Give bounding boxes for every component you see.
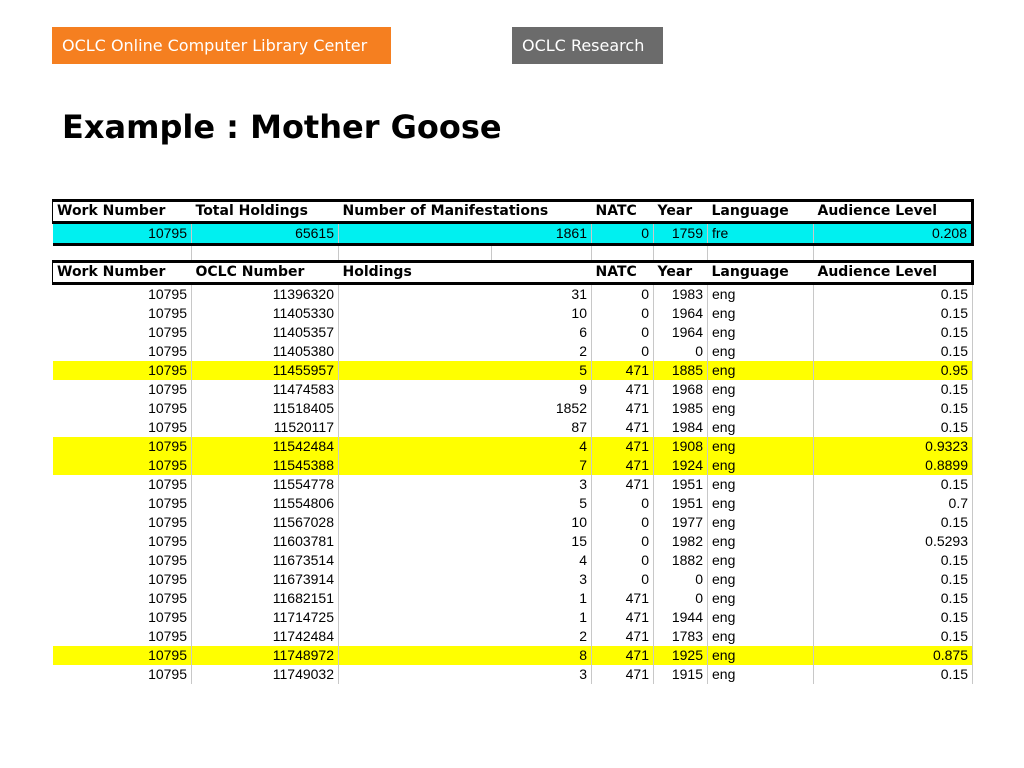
cell-natc: 0 [592,342,654,361]
slide-title: Example : Mother Goose [62,108,502,146]
cell-audience-level: 0.15 [814,284,973,305]
table-row [53,646,973,665]
table-row [53,475,973,494]
cell-language: eng [708,646,814,665]
cell-oclc-number: 11673514 [192,551,339,570]
oclc-research-logo: OCLC Research [512,27,663,64]
cell-year: 1968 [654,380,708,399]
cell-language: eng [708,323,814,342]
table-row [53,570,973,589]
cell-year: 1915 [654,665,708,684]
cell-year: 1964 [654,304,708,323]
table-row [53,627,973,646]
cell-holdings: 4 [339,437,592,456]
summary-total-holdings: 65615 [192,223,339,245]
header-audience-level: Audience Level [814,201,973,223]
cell-natc: 0 [592,323,654,342]
cell-natc: 471 [592,627,654,646]
table-row [53,589,973,608]
cell-work-number: 10795 [148,324,187,340]
cell-audience-level: 0.15 [814,380,973,399]
header-total-holdings: Total Holdings [192,201,339,223]
cell-holdings: 1 [339,589,592,608]
cell-work-number: 10795 [148,495,187,511]
cell-natc: 0 [592,494,654,513]
cell-oclc-number: 11474583 [192,380,339,399]
cell-work-number: 10795 [53,361,192,380]
cell-holdings: 2 [339,342,592,361]
cell-language: eng [708,494,814,513]
cell-holdings: 10 [339,513,592,532]
cell-work-number: 10795 [148,419,187,435]
cell-oclc-number: 11405380 [192,342,339,361]
table-row [53,456,973,475]
cell-language: eng [708,418,814,437]
cell-holdings: 7 [339,456,592,475]
cell-audience-level: 0.15 [814,342,973,361]
cell-audience-level: 0.5293 [814,532,973,551]
header-year: Year [654,262,708,284]
cell-language: eng [708,342,814,361]
cell-natc: 471 [592,646,654,665]
header-natc: NATC [592,262,654,284]
cell-natc: 0 [592,513,654,532]
cell-work-number: 10795 [148,628,187,644]
cell-language: eng [708,399,814,418]
cell-work-number: 10795 [53,456,192,475]
cell-work-number: 10795 [148,590,187,606]
cell-year: 0 [654,570,708,589]
table-row [53,418,973,437]
cell-oclc-number: 11520117 [192,418,339,437]
cell-holdings: 2 [339,627,592,646]
cell-language: eng [708,380,814,399]
cell-natc: 471 [592,437,654,456]
cell-year: 1951 [654,494,708,513]
cell-year: 1885 [654,361,708,380]
header-work-number: Work Number [53,262,192,284]
cell-language: eng [708,589,814,608]
cell-natc: 471 [592,380,654,399]
cell-year: 1783 [654,627,708,646]
cell-natc: 0 [592,284,654,305]
cell-work-number: 10795 [148,514,187,530]
cell-language: eng [708,284,814,305]
cell-audience-level: 0.15 [814,570,973,589]
cell-work-number: 10795 [53,437,192,456]
cell-holdings: 31 [339,284,592,305]
cell-language: eng [708,665,814,684]
cell-oclc-number: 11518405 [192,399,339,418]
cell-audience-level: 0.15 [814,323,973,342]
cell-oclc-number: 11603781 [192,532,339,551]
cell-year: 1925 [654,646,708,665]
cell-work-number: 10795 [148,286,187,302]
summary-manifestations: 1861 [339,223,592,245]
cell-audience-level: 0.15 [814,399,973,418]
summary-natc: 0 [592,223,654,245]
cell-natc: 471 [592,399,654,418]
cell-audience-level: 0.15 [814,589,973,608]
cell-holdings: 87 [339,418,592,437]
table-row [53,437,973,456]
cell-holdings: 1852 [339,399,592,418]
cell-natc: 0 [592,304,654,323]
cell-year: 1964 [654,323,708,342]
cell-audience-level: 0.15 [814,627,973,646]
table-row [53,399,973,418]
header-language: Language [708,262,814,284]
cell-oclc-number: 11714725 [192,608,339,627]
cell-audience-level: 0.15 [814,304,973,323]
header-holdings: Holdings [339,262,592,284]
cell-oclc-number: 11455957 [192,361,339,380]
cell-work-number: 10795 [148,609,187,625]
summary-language: fre [708,223,814,245]
cell-audience-level: 0.15 [814,608,973,627]
cell-oclc-number: 11405330 [192,304,339,323]
table-row [53,284,973,305]
cell-holdings: 10 [339,304,592,323]
cell-audience-level: 0.7 [814,494,973,513]
cell-holdings: 3 [339,475,592,494]
cell-natc: 471 [592,665,654,684]
cell-natc: 0 [592,570,654,589]
cell-year: 1982 [654,532,708,551]
cell-language: eng [708,456,814,475]
cell-audience-level: 0.9323 [814,437,973,456]
header-natc: NATC [592,201,654,223]
cell-language: eng [708,437,814,456]
cell-year: 1882 [654,551,708,570]
oclc-logo: OCLC Online Computer Library Center [52,27,391,64]
cell-work-number: 10795 [148,476,187,492]
cell-language: eng [708,627,814,646]
table-row [53,608,973,627]
cell-natc: 0 [592,551,654,570]
cell-work-number: 10795 [148,666,187,682]
cell-language: eng [708,513,814,532]
cell-natc: 471 [592,456,654,475]
cell-audience-level: 0.95 [814,361,973,380]
cell-work-number: 10795 [148,400,187,416]
table-row [53,532,973,551]
cell-work-number: 10795 [53,646,192,665]
cell-oclc-number: 11749032 [192,665,339,684]
cell-year: 0 [654,342,708,361]
cell-holdings: 3 [339,570,592,589]
blank-row [53,245,973,262]
cell-oclc-number: 11748972 [192,646,339,665]
table-row [53,494,973,513]
header-language: Language [708,201,814,223]
cell-audience-level: 0.875 [814,646,973,665]
cell-work-number: 10795 [148,533,187,549]
cell-natc: 471 [592,418,654,437]
cell-oclc-number: 11673914 [192,570,339,589]
cell-oclc-number: 11554778 [192,475,339,494]
cell-holdings: 6 [339,323,592,342]
table-row [53,665,973,684]
header-oclc-number: OCLC Number [192,262,339,284]
summary-row [53,223,973,245]
cell-language: eng [708,608,814,627]
cell-holdings: 15 [339,532,592,551]
cell-audience-level: 0.15 [814,665,973,684]
header-year: Year [654,201,708,223]
summary-year: 1759 [654,223,708,245]
cell-oclc-number: 11742484 [192,627,339,646]
table-row [53,304,973,323]
cell-work-number: 10795 [148,305,187,321]
cell-holdings: 1 [339,608,592,627]
table-row [53,323,973,342]
summary-audience-level: 0.208 [814,223,973,245]
cell-language: eng [708,532,814,551]
cell-work-number: 10795 [148,571,187,587]
cell-language: eng [708,551,814,570]
cell-audience-level: 0.8899 [814,456,973,475]
cell-oclc-number: 11567028 [192,513,339,532]
summary-header-row [53,201,973,223]
cell-language: eng [708,304,814,323]
cell-language: eng [708,570,814,589]
cell-oclc-number: 11405357 [192,323,339,342]
cell-language: eng [708,361,814,380]
cell-natc: 471 [592,589,654,608]
cell-natc: 0 [592,532,654,551]
cell-holdings: 9 [339,380,592,399]
cell-oclc-number: 11545388 [192,456,339,475]
cell-year: 1908 [654,437,708,456]
cell-work-number: 10795 [148,552,187,568]
cell-year: 1985 [654,399,708,418]
cell-year: 1984 [654,418,708,437]
cell-natc: 471 [592,608,654,627]
cell-work-number: 10795 [148,343,187,359]
cell-natc: 471 [592,475,654,494]
table-row [53,380,973,399]
cell-audience-level: 0.15 [814,551,973,570]
header-work-number: Work Number [53,201,192,223]
cell-language: eng [708,475,814,494]
table-row [53,342,973,361]
cell-year: 1944 [654,608,708,627]
cell-year: 1977 [654,513,708,532]
cell-year: 0 [654,589,708,608]
cell-holdings: 5 [339,494,592,513]
spreadsheet-table [52,199,974,684]
cell-oclc-number: 11682151 [192,589,339,608]
cell-holdings: 8 [339,646,592,665]
table-row [53,551,973,570]
cell-year: 1983 [654,284,708,305]
header-number-of-manifestations: Number of Manifestations [339,201,592,223]
table-row [53,513,973,532]
cell-holdings: 5 [339,361,592,380]
table-row [53,361,973,380]
cell-audience-level: 0.15 [814,475,973,494]
cell-oclc-number: 11396320 [192,284,339,305]
cell-holdings: 4 [339,551,592,570]
detail-rows [53,284,973,685]
cell-oclc-number: 11554806 [192,494,339,513]
cell-holdings: 3 [339,665,592,684]
detail-header-row [53,262,973,284]
summary-work-number: 10795 [53,223,192,245]
cell-year: 1924 [654,456,708,475]
cell-audience-level: 0.15 [814,513,973,532]
cell-natc: 471 [592,361,654,380]
cell-year: 1951 [654,475,708,494]
cell-audience-level: 0.15 [814,418,973,437]
header-audience-level: Audience Level [814,262,973,284]
cell-oclc-number: 11542484 [192,437,339,456]
cell-work-number: 10795 [148,381,187,397]
